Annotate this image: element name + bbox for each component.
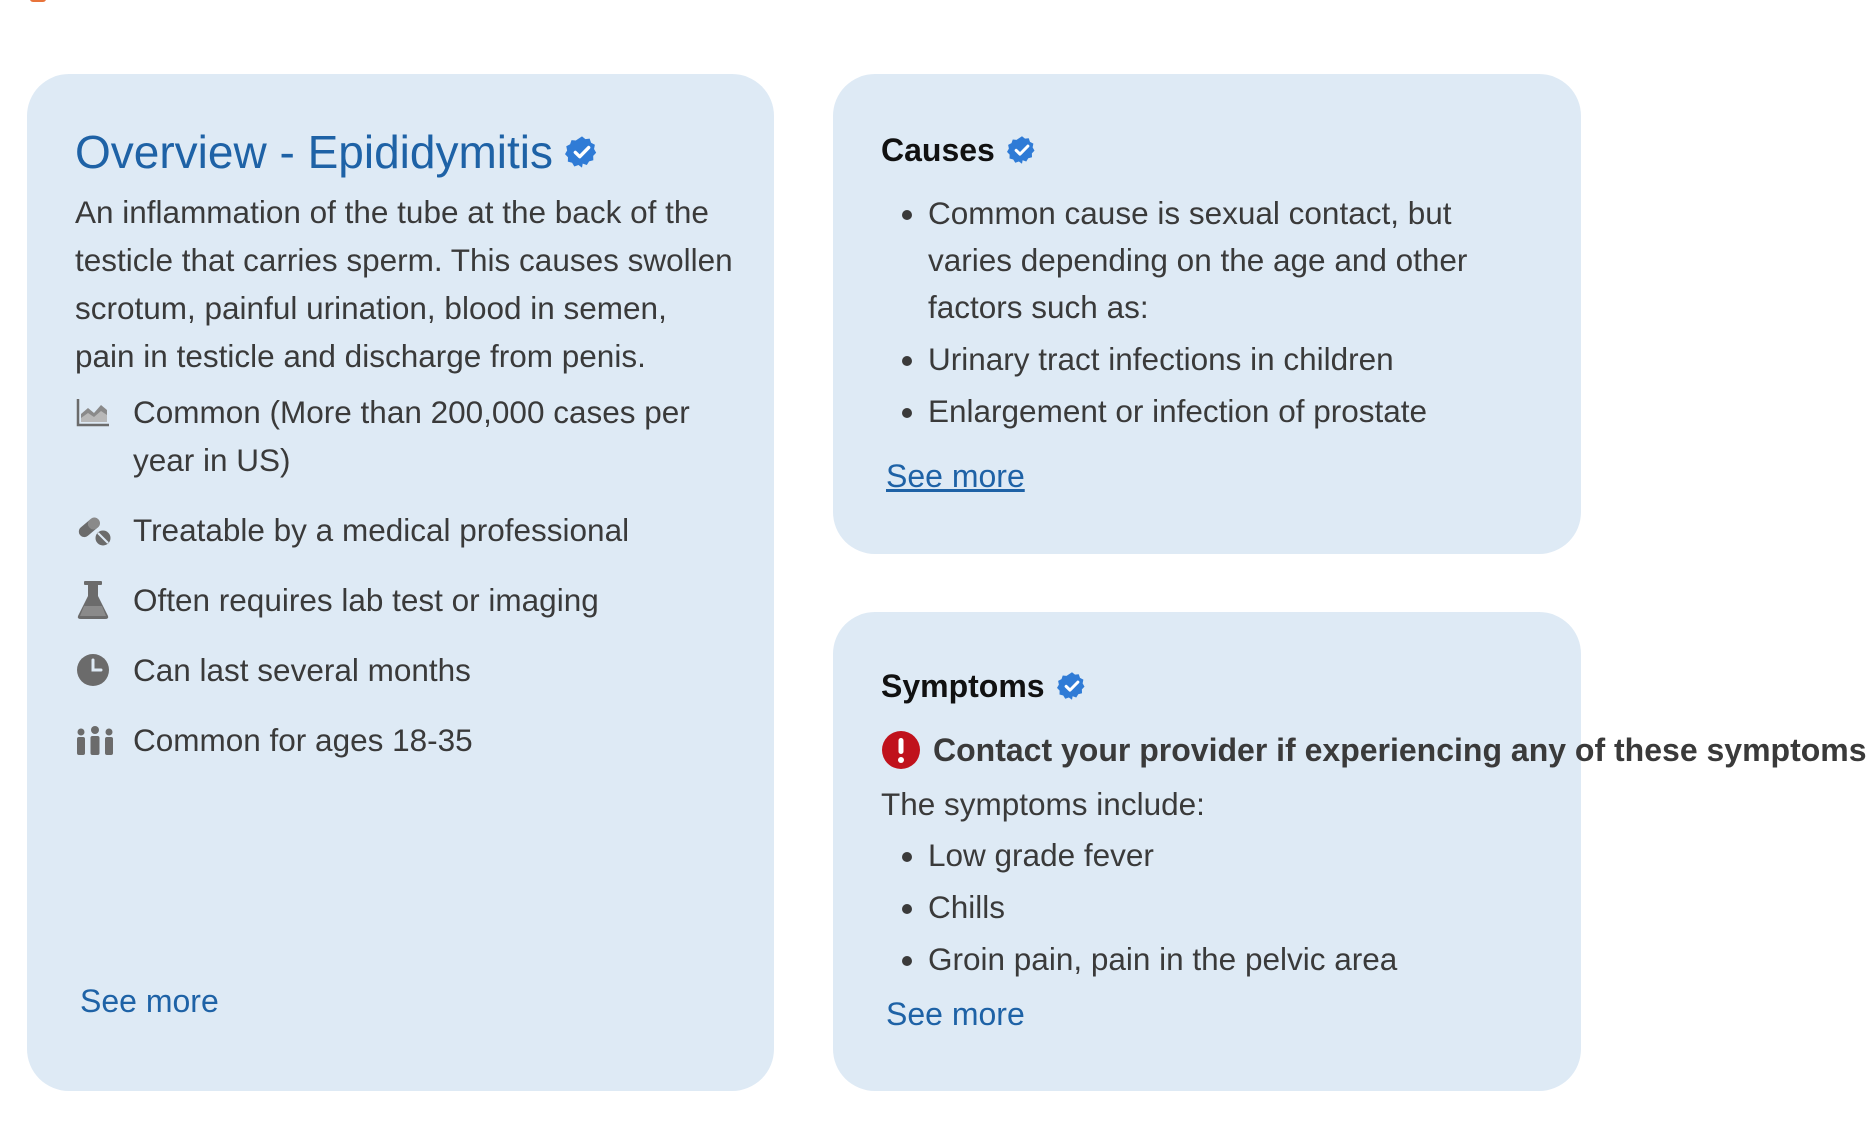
alert-text: Contact your provider if experiencing any of these symptoms [933,732,1867,768]
symptoms-see-more-link[interactable]: See more [886,996,1025,1032]
symptoms-list [881,832,1541,983]
fact-text: Can last several months [133,652,471,688]
verified-badge-icon [1057,671,1087,701]
list-item: • Low grade fever [928,832,1541,879]
fact-text: Common for ages 18-35 [133,722,473,758]
fact-text: Often requires lab test or imaging [133,582,599,618]
symptoms-intro: The symptoms include: [881,786,1205,822]
overview-facts [75,388,734,764]
causes-title [881,128,1541,172]
fact-diagnosis [75,576,734,624]
alert-icon [881,730,921,770]
people-icon [75,716,115,764]
pills-icon [75,506,115,554]
causes-title-text: Causes [881,132,995,168]
symptoms-title-text: Symptoms [881,668,1045,704]
causes-list [881,190,1541,435]
list-item: • Groin pain, pain in the pelvic area [928,936,1541,983]
symptoms-alert [881,728,1867,772]
verified-badge-icon [1007,135,1037,165]
causes-card [833,74,1581,554]
header-fragment [30,0,150,6]
causes-list-container [881,190,1541,442]
overview-title [75,124,734,180]
list-item: • Urinary tract infections in children [928,336,1541,383]
overview-see-more-link[interactable]: See more [80,983,219,1019]
verified-badge-icon [565,135,599,169]
overview-title-text: Overview - Epididymitis [75,126,553,178]
list-item: • Chills [928,884,1541,931]
list-item: • Common cause is sexual contact, but varies depending on the age and other factors such as: [928,190,1541,331]
fact-treatment [75,506,734,554]
causes-see-more-link[interactable]: See more [886,458,1025,494]
flask-icon [75,576,115,624]
fact-text: Common (More than 200,000 cases per year in US) [133,394,690,478]
clock-icon [75,646,115,694]
chart-area-icon [75,388,115,436]
fact-duration [75,646,734,694]
fact-text: Treatable by a medical professional [133,512,630,548]
overview-card [27,74,774,1091]
list-item: • Enlargement or infection of prostate [928,388,1541,435]
fact-prevalence [75,388,734,484]
fact-age [75,716,734,764]
symptoms-card [833,612,1867,1091]
overview-description: An inflammation of the tube at the back of the testicle that carries sperm. This causes swollen scrotum, painful urination, blood in semen, pain in testicle and discharge from penis. [75,194,733,374]
symptoms-list-container [881,832,1541,984]
symptoms-title [881,664,1541,708]
